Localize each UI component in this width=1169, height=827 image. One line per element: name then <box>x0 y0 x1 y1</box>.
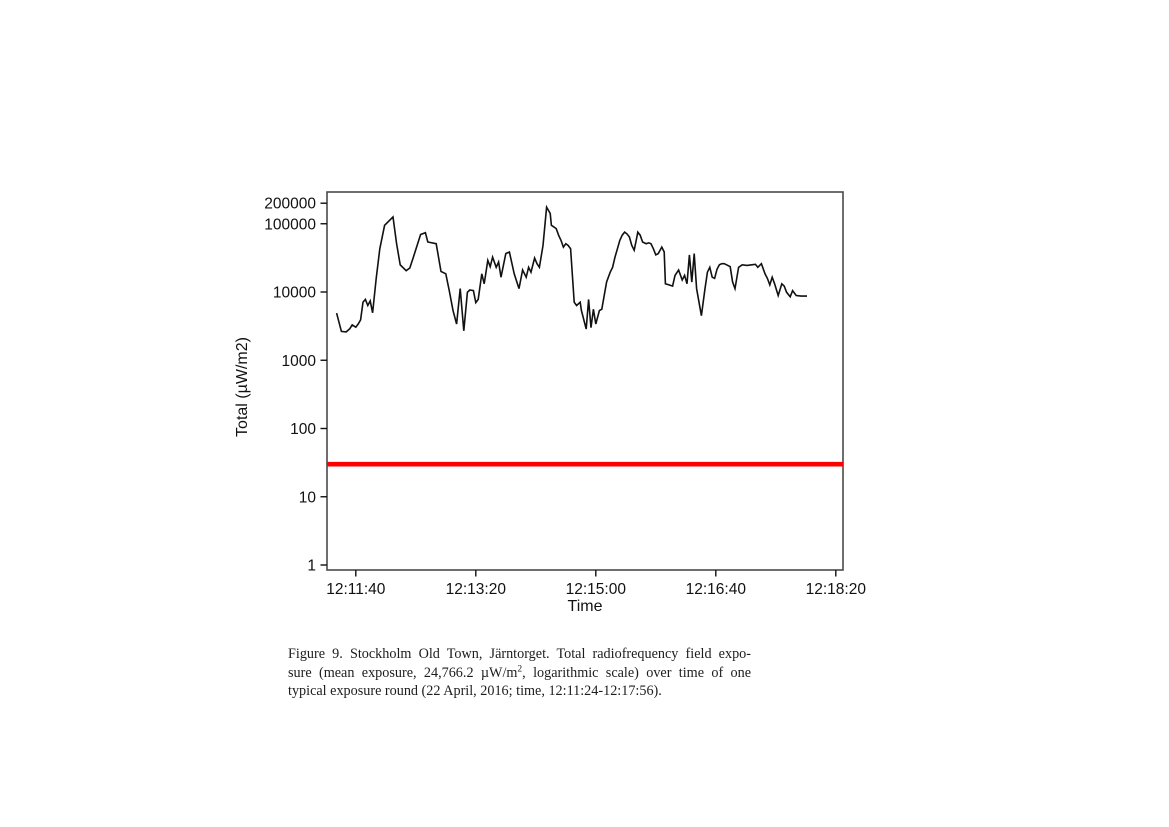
x-tick-label: 12:15:00 <box>565 581 626 598</box>
caption-superscript: 2 <box>517 663 523 674</box>
x-tick-label: 12:11:40 <box>326 581 386 598</box>
y-tick-label: 1000 <box>281 352 316 370</box>
figure-caption <box>288 645 751 701</box>
y-tick-label: 10 <box>298 489 316 507</box>
label-clip-mask <box>866 575 1169 603</box>
y-axis-ticks <box>264 196 327 575</box>
caption-line-2 <box>288 664 751 683</box>
y-tick-label: 10000 <box>272 284 316 302</box>
y-axis-title: Total (µW/m2) <box>234 337 251 437</box>
y-tick-label: 200000 <box>264 195 316 213</box>
x-axis-title: Time <box>567 598 603 615</box>
y-tick-label: 1 <box>307 557 316 575</box>
x-tick-label: 12:13:20 <box>445 581 506 598</box>
x-axis-ticks <box>326 570 866 598</box>
exposure-line <box>337 207 807 332</box>
caption-line-3: typical exposure round (22 April, 2016; time, 12:11:24-12:17:56). <box>288 683 662 700</box>
caption-line-1: Figure 9. Stockholm Old Town, Järntorget. Total radiofrequency field expo- <box>288 646 751 662</box>
y-tick-label: 100000 <box>264 216 316 234</box>
x-tick-label: 12:16:40 <box>685 581 746 598</box>
caption-line-2-post: , logarithmic scale) over time of one <box>522 664 751 681</box>
chart-frame <box>327 192 843 570</box>
y-tick-label: 100 <box>290 421 316 438</box>
x-tick-label: 12:18:20 <box>805 581 866 598</box>
caption-line-2-pre: sure (mean exposure, 24,766.2 µW/m <box>288 664 518 681</box>
